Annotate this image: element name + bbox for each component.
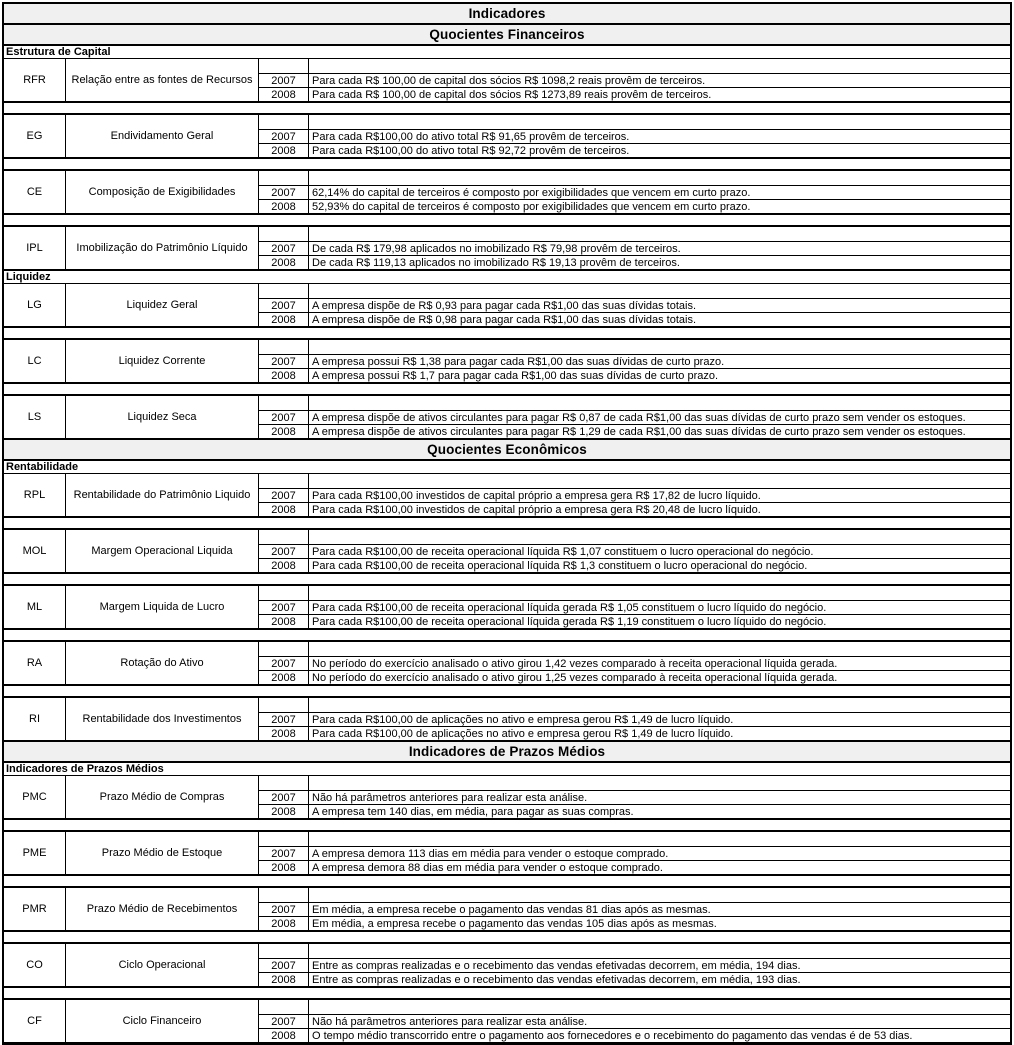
indicator-name-cell: Liquidez Corrente	[66, 340, 259, 382]
description-cell: No período do exercício analisado o ativo girou 1,25 vezes comparado à receita operacional líquida gerada.	[309, 670, 1010, 684]
block-separator	[4, 628, 1010, 640]
indicator-block-eg	[4, 113, 1010, 157]
indicator-code-cell: PMR	[4, 888, 66, 930]
section-header-liquidez: Liquidez	[4, 269, 1010, 283]
description-cell-blank	[309, 530, 1010, 544]
section-header-indicadores-prazos-medios: Indicadores de Prazos Médios	[4, 761, 1010, 775]
description-cell: A empresa dispõe de R$ 0,98 para pagar cada R$1,00 das suas dívidas totais.	[309, 312, 1010, 326]
year-cell: 2008	[259, 255, 309, 269]
year-cell: 2008	[259, 143, 309, 157]
block-separator	[4, 157, 1010, 169]
year-cell-blank	[259, 227, 309, 241]
year-cell: 2007	[259, 958, 309, 972]
description-cell-blank	[309, 1000, 1010, 1014]
description-cell: Para cada R$100,00 de receita operacional líquida gerada R$ 1,05 constituem o lucro líquido do negócio.	[309, 600, 1010, 614]
year-cell: 2008	[259, 558, 309, 572]
description-cell: A empresa tem 140 dias, em média, para pagar as suas compras.	[309, 804, 1010, 818]
indicator-code-cell: ML	[4, 586, 66, 628]
description-cell-blank	[309, 642, 1010, 656]
year-cell: 2007	[259, 241, 309, 255]
indicator-name-cell: Rentabilidade do Patrimônio Liquido	[66, 474, 259, 516]
description-cell-blank	[309, 832, 1010, 846]
description-cell: Não há parâmetros anteriores para realizar esta análise.	[309, 1014, 1010, 1028]
section-header-rentabilidade: Rentabilidade	[4, 459, 1010, 473]
description-cell: A empresa possui R$ 1,38 para pagar cada R$1,00 das suas dívidas de curto prazo.	[309, 354, 1010, 368]
year-cell-blank	[259, 171, 309, 185]
indicator-name-cell: Rotação do Ativo	[66, 642, 259, 684]
indicator-block-rfr	[4, 58, 1010, 101]
indicator-code-cell: RA	[4, 642, 66, 684]
year-cell: 2007	[259, 488, 309, 502]
indicator-code-cell: CO	[4, 944, 66, 986]
indicator-name-cell: Prazo Médio de Recebimentos	[66, 888, 259, 930]
indicator-block-co	[4, 942, 1010, 986]
description-cell-blank	[309, 396, 1010, 410]
year-cell: 2008	[259, 860, 309, 874]
year-cell-blank	[259, 340, 309, 354]
year-cell: 2007	[259, 298, 309, 312]
description-cell: A empresa demora 88 dias em média para vender o estoque comprado.	[309, 860, 1010, 874]
indicator-block-pmc	[4, 775, 1010, 818]
year-cell: 2007	[259, 129, 309, 143]
title-band: Indicadores	[4, 4, 1010, 23]
block-separator	[4, 818, 1010, 830]
band-indicadores-prazos-medios: Indicadores de Prazos Médios	[4, 740, 1010, 761]
year-cell-blank	[259, 888, 309, 902]
indicator-code-cell: IPL	[4, 227, 66, 269]
description-cell: Para cada R$ 100,00 de capital dos sócios R$ 1098,2 reais provêm de terceiros.	[309, 73, 1010, 87]
year-cell-blank	[259, 586, 309, 600]
block-separator	[4, 326, 1010, 338]
year-cell: 2007	[259, 656, 309, 670]
indicator-code-cell: PME	[4, 832, 66, 874]
block-separator	[4, 516, 1010, 528]
block-separator	[4, 213, 1010, 225]
description-cell: Não há parâmetros anteriores para realizar esta análise.	[309, 790, 1010, 804]
year-cell: 2007	[259, 410, 309, 424]
description-cell: Para cada R$100,00 investidos de capital próprio a empresa gera R$ 20,48 de lucro líquido.	[309, 502, 1010, 516]
description-cell: A empresa demora 113 dias em média para vender o estoque comprado.	[309, 846, 1010, 860]
year-cell: 2008	[259, 670, 309, 684]
year-cell: 2007	[259, 354, 309, 368]
description-cell: Para cada R$100,00 de receita operacional líquida R$ 1,3 constituem o lucro operacional do negócio.	[309, 558, 1010, 572]
block-separator	[4, 382, 1010, 394]
year-cell: 2008	[259, 424, 309, 438]
indicator-code-cell: RFR	[4, 59, 66, 101]
indicator-code-cell: EG	[4, 115, 66, 157]
year-cell-blank	[259, 776, 309, 790]
indicator-block-rpl	[4, 473, 1010, 516]
description-cell: Para cada R$100,00 investidos de capital próprio a empresa gera R$ 17,82 de lucro líquido.	[309, 488, 1010, 502]
year-cell: 2007	[259, 1014, 309, 1028]
description-cell: De cada R$ 119,13 aplicados no imobilizado R$ 19,13 provêm de terceiros.	[309, 255, 1010, 269]
indicator-block-cf	[4, 998, 1010, 1042]
block-separator	[4, 874, 1010, 886]
description-cell: Para cada R$ 100,00 de capital dos sócios R$ 1273,89 reais provêm de terceiros.	[309, 87, 1010, 101]
description-cell-blank	[309, 944, 1010, 958]
description-cell: Entre as compras realizadas e o recebimento das vendas efetivadas decorrem, em média, 194 dias.	[309, 958, 1010, 972]
indicator-code-cell: LC	[4, 340, 66, 382]
indicator-block-ipl	[4, 225, 1010, 269]
description-cell: Entre as compras realizadas e o recebimento das vendas efetivadas decorrem, em média, 193 dias.	[309, 972, 1010, 986]
year-cell: 2007	[259, 600, 309, 614]
description-cell: Em média, a empresa recebe o pagamento das vendas 81 dias após as mesmas.	[309, 902, 1010, 916]
year-cell-blank	[259, 396, 309, 410]
description-cell: De cada R$ 179,98 aplicados no imobilizado R$ 79,98 provêm de terceiros.	[309, 241, 1010, 255]
year-cell: 2008	[259, 312, 309, 326]
description-cell-blank	[309, 888, 1010, 902]
indicator-block-lc	[4, 338, 1010, 382]
description-cell: Para cada R$100,00 de receita operacional líquida R$ 1,07 constituem o lucro operacional do negócio.	[309, 544, 1010, 558]
description-cell-blank	[309, 171, 1010, 185]
indicator-block-ce	[4, 169, 1010, 213]
description-cell-blank	[309, 59, 1010, 73]
indicator-name-cell: Ciclo Financeiro	[66, 1000, 259, 1042]
year-cell-blank	[259, 944, 309, 958]
indicator-code-cell: RPL	[4, 474, 66, 516]
description-cell-blank	[309, 115, 1010, 129]
indicator-code-cell: RI	[4, 698, 66, 740]
indicator-block-ml	[4, 584, 1010, 628]
block-separator	[4, 684, 1010, 696]
year-cell: 2008	[259, 726, 309, 740]
indicator-block-pme	[4, 830, 1010, 874]
indicator-name-cell: Imobilização do Patrimônio Líquido	[66, 227, 259, 269]
band-quocientes-financeiros: Quocientes Financeiros	[4, 23, 1010, 44]
indicator-name-cell: Liquidez Seca	[66, 396, 259, 438]
description-cell: Para cada R$100,00 de receita operacional líquida gerada R$ 1,19 constituem o lucro líquido do negócio.	[309, 614, 1010, 628]
year-cell: 2008	[259, 614, 309, 628]
description-cell: 62,14% do capital de terceiros é composto por exigibilidades que vencem em curto prazo.	[309, 185, 1010, 199]
indicator-name-cell: Liquidez Geral	[66, 284, 259, 326]
year-cell: 2008	[259, 916, 309, 930]
description-cell: Em média, a empresa recebe o pagamento das vendas 105 dias após as mesmas.	[309, 916, 1010, 930]
description-cell: A empresa possui R$ 1,7 para pagar cada R$1,00 das suas dívidas de curto prazo.	[309, 368, 1010, 382]
description-cell-blank	[309, 340, 1010, 354]
description-cell: A empresa dispõe de ativos circulantes para pagar R$ 0,87 de cada R$1,00 das suas dívidas de curto prazo sem vender os estoques.	[309, 410, 1010, 424]
indicator-name-cell: Relação entre as fontes de Recursos	[66, 59, 259, 101]
indicators-table	[2, 2, 1012, 1045]
block-separator	[4, 930, 1010, 942]
indicator-code-cell: LG	[4, 284, 66, 326]
year-cell-blank	[259, 698, 309, 712]
block-separator	[4, 572, 1010, 584]
description-cell: No período do exercício analisado o ativo girou 1,42 vezes comparado à receita operacional líquida gerada.	[309, 656, 1010, 670]
year-cell-blank	[259, 530, 309, 544]
indicator-code-cell: CE	[4, 171, 66, 213]
description-cell: Para cada R$100,00 de aplicações no ativo e empresa gerou R$ 1,49 de lucro líquido.	[309, 712, 1010, 726]
year-cell: 2008	[259, 972, 309, 986]
indicator-code-cell: MOL	[4, 530, 66, 572]
year-cell: 2008	[259, 368, 309, 382]
indicator-name-cell: Margem Liquida de Lucro	[66, 586, 259, 628]
indicator-code-cell: CF	[4, 1000, 66, 1042]
description-cell-blank	[309, 474, 1010, 488]
year-cell: 2007	[259, 185, 309, 199]
indicator-block-ri	[4, 696, 1010, 740]
year-cell: 2008	[259, 1028, 309, 1042]
description-cell-blank	[309, 227, 1010, 241]
year-cell: 2007	[259, 712, 309, 726]
year-cell: 2008	[259, 502, 309, 516]
year-cell: 2007	[259, 846, 309, 860]
indicator-name-cell: Prazo Médio de Compras	[66, 776, 259, 818]
year-cell: 2007	[259, 902, 309, 916]
indicator-name-cell: Ciclo Operacional	[66, 944, 259, 986]
year-cell-blank	[259, 115, 309, 129]
description-cell: Para cada R$100,00 do ativo total R$ 92,72 provêm de terceiros.	[309, 143, 1010, 157]
description-cell: O tempo médio transcorrido entre o pagamento aos fornecedores e o recebimento do pagamento das vendas é de 53 dias.	[309, 1028, 1010, 1042]
indicator-name-cell: Endividamento Geral	[66, 115, 259, 157]
indicator-code-cell: LS	[4, 396, 66, 438]
indicator-code-cell: PMC	[4, 776, 66, 818]
description-cell-blank	[309, 284, 1010, 298]
indicator-block-ra	[4, 640, 1010, 684]
description-cell-blank	[309, 698, 1010, 712]
indicator-name-cell: Margem Operacional Liquida	[66, 530, 259, 572]
year-cell-blank	[259, 1000, 309, 1014]
indicator-block-lg	[4, 283, 1010, 326]
year-cell-blank	[259, 642, 309, 656]
indicator-block-pmr	[4, 886, 1010, 930]
block-separator	[4, 101, 1010, 113]
indicator-block-mol	[4, 528, 1010, 572]
description-cell: 52,93% do capital de terceiros é composto por exigibilidades que vencem em curto prazo.	[309, 199, 1010, 213]
year-cell: 2008	[259, 87, 309, 101]
year-cell: 2008	[259, 804, 309, 818]
indicator-name-cell: Composição de Exigibilidades	[66, 171, 259, 213]
indicator-name-cell: Rentabilidade dos Investimentos	[66, 698, 259, 740]
year-cell-blank	[259, 832, 309, 846]
description-cell: Para cada R$100,00 do ativo total R$ 91,65 provêm de terceiros.	[309, 129, 1010, 143]
year-cell: 2007	[259, 790, 309, 804]
indicator-block-ls	[4, 394, 1010, 438]
description-cell-blank	[309, 586, 1010, 600]
year-cell-blank	[259, 59, 309, 73]
description-cell: A empresa dispõe de ativos circulantes para pagar R$ 1,29 de cada R$1,00 das suas dívidas de curto prazo sem vender os estoques.	[309, 424, 1010, 438]
indicator-name-cell: Prazo Médio de Estoque	[66, 832, 259, 874]
year-cell: 2007	[259, 544, 309, 558]
year-cell: 2008	[259, 199, 309, 213]
section-header-estrutura-de-capital: Estrutura de Capital	[4, 44, 1010, 58]
band-quocientes-economicos: Quocientes Econômicos	[4, 438, 1010, 459]
description-cell-blank	[309, 776, 1010, 790]
year-cell-blank	[259, 284, 309, 298]
block-separator	[4, 986, 1010, 998]
year-cell: 2007	[259, 73, 309, 87]
description-cell: Para cada R$100,00 de aplicações no ativo e empresa gerou R$ 1,49 de lucro líquido.	[309, 726, 1010, 740]
description-cell: A empresa dispõe de R$ 0,93 para pagar cada R$1,00 das suas dívidas totais.	[309, 298, 1010, 312]
year-cell-blank	[259, 474, 309, 488]
